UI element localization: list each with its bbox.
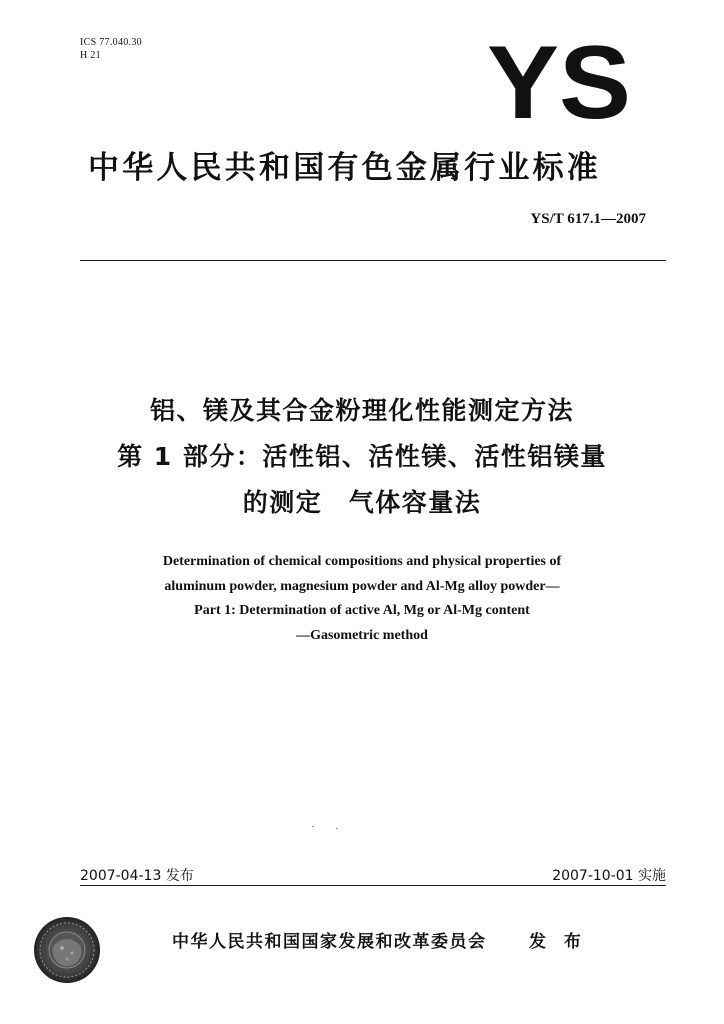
standard-number: YS/T 617.1—2007 <box>530 211 646 227</box>
classification-codes <box>80 36 142 62</box>
scan-speck <box>336 828 338 829</box>
effective-date: 2007-10-01 实施 <box>552 868 666 884</box>
english-title <box>0 550 724 648</box>
scan-speck <box>312 826 314 827</box>
header-rule <box>80 260 666 261</box>
org-title: 中华人民共和国有色金属行业标准 <box>88 150 601 186</box>
chinese-title-line-1: 铝、镁及其合金粉理化性能测定方法 <box>149 396 574 425</box>
publish-date: 2007-04-13 发布 <box>80 868 194 884</box>
official-seal-icon <box>32 915 102 985</box>
footer-rule <box>80 885 666 886</box>
issuing-authority: 中华人民共和国国家发展和改革委员会 <box>172 932 487 952</box>
issue-label: 发 布 <box>529 932 587 952</box>
english-title-line-4: —Gasometric method <box>296 627 428 643</box>
english-title-line-1: Determination of chemical compositions and physical properties of <box>162 554 562 569</box>
ys-logo-text: YS <box>487 40 631 122</box>
chinese-title-line-3: 的测定 气体容量法 <box>242 488 482 517</box>
english-title-line-2: aluminum powder, magnesium powder and Al-Mg alloy powder— <box>164 578 560 594</box>
ics-code: ICS 77.040.30 <box>80 37 142 48</box>
chinese-title <box>0 388 724 526</box>
english-title-line-3: Part 1: Determination of active Al, Mg or Al-Mg content <box>194 603 530 618</box>
class-code: H 21 <box>80 50 101 61</box>
chinese-title-line-2: 第 1 部分：活性铝、活性镁、活性铝镁量 <box>117 442 607 471</box>
ys-logo <box>486 40 632 122</box>
